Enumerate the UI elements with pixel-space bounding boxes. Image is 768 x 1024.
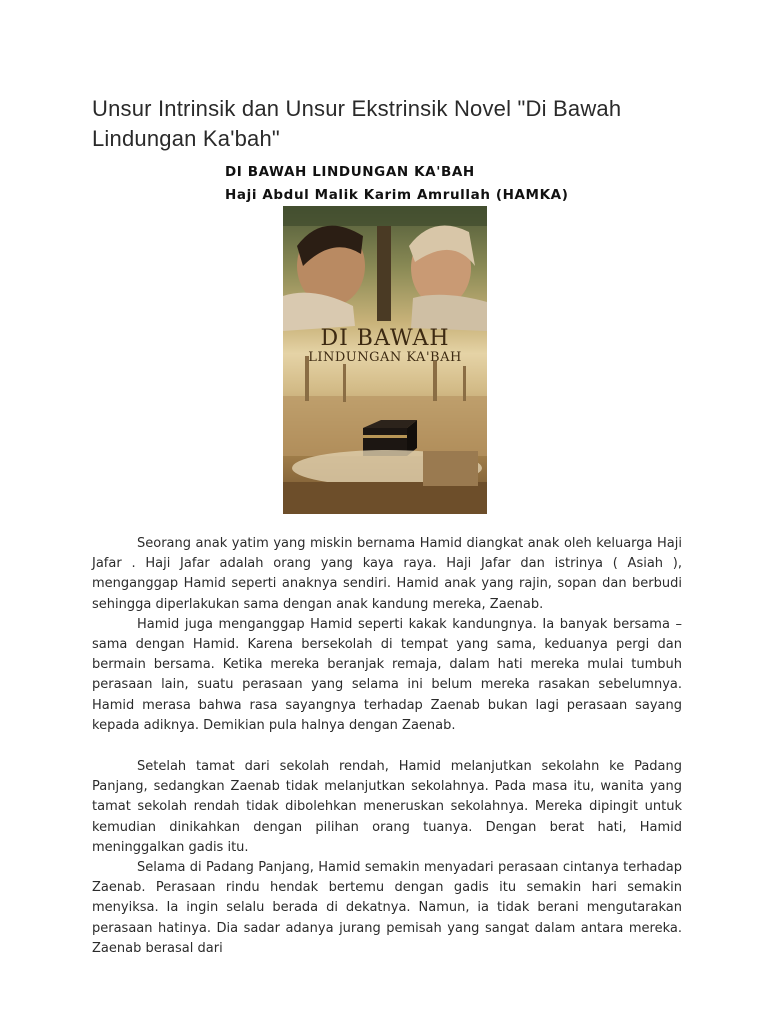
page-title: Unsur Intrinsik dan Unsur Ekstrinsik Novel "Di Bawah Lindungan Ka'bah" — [92, 96, 622, 151]
poster-title-line1: DI BAWAH — [320, 326, 450, 351]
movie-poster — [283, 206, 487, 514]
paragraph-1: Seorang anak yatim yang miskin bernama Hamid diangkat anak oleh keluarga Haji Jafar . Haji Jafar adalah orang yang kaya raya. Haji Jafar dan istrinya ( Asiah ), menganggap Hamid seperti anaknya sendiri. Hamid anak yang rajin, sopan dan berbudi sehingga diperlakukan sama dengan anak kandung mereka, Zaenab. — [92, 536, 682, 612]
body-section-1 — [92, 534, 682, 736]
paragraph-2: Hamid juga menganggap Hamid seperti kakak kandungnya. Ia banyak bersama – sama dengan Hamid. Karena bersekolah di tempat yang sama, keduanya pergi dan bermain bersama. Ketika mereka beranjak remaja, dalam hati mereka mulai tumbuh perasaan lain, suatu perasaan yang selama ini belum mereka rasakan sebelumnya. Hamid merasa bahwa rasa sayangnya terhadap Zaenab bukan lagi perasaan sayang kepada adiknya. Demikian pula halnya dengan Zaenab. — [92, 616, 682, 733]
paragraph-3: Setelah tamat dari sekolah rendah, Hamid melanjutkan sekolahn ke Padang Panjang, sedangkan Zaenab tidak melanjutkan sekolahnya. Pada masa itu, wanita yang tamat sekolah rendah tidak dibolehkan meneruskan sekolahnya. Mereka dipingit untuk kemudian dinikahkan dengan pilihan orang tuanya. Dengan berat hati, Hamid meninggalkan gadis itu. — [92, 759, 682, 855]
body-section-2 — [92, 757, 682, 959]
poster-title-line2: LINDUNGAN KA'BAH — [308, 350, 462, 365]
book-title: DI BAWAH LINDUNGAN KA'BAH — [225, 164, 475, 180]
paragraph-4: Selama di Padang Panjang, Hamid semakin menyadari perasaan cintanya terhadap Zaenab. Perasaan rindu hendak bertemu dengan gadis itu semakin hari semakin menyiksa. Ia ingin selalu berada di dekatnya. Namun, ia tidak berani mengutarakan perasaan hatinya. Dia sadar adanya jurang pemisah yang sangat dalam antara mereka. Zaenab berasal dari — [92, 860, 682, 956]
author-line: Haji Abdul Malik Karim Amrullah (HAMKA) — [225, 187, 569, 203]
